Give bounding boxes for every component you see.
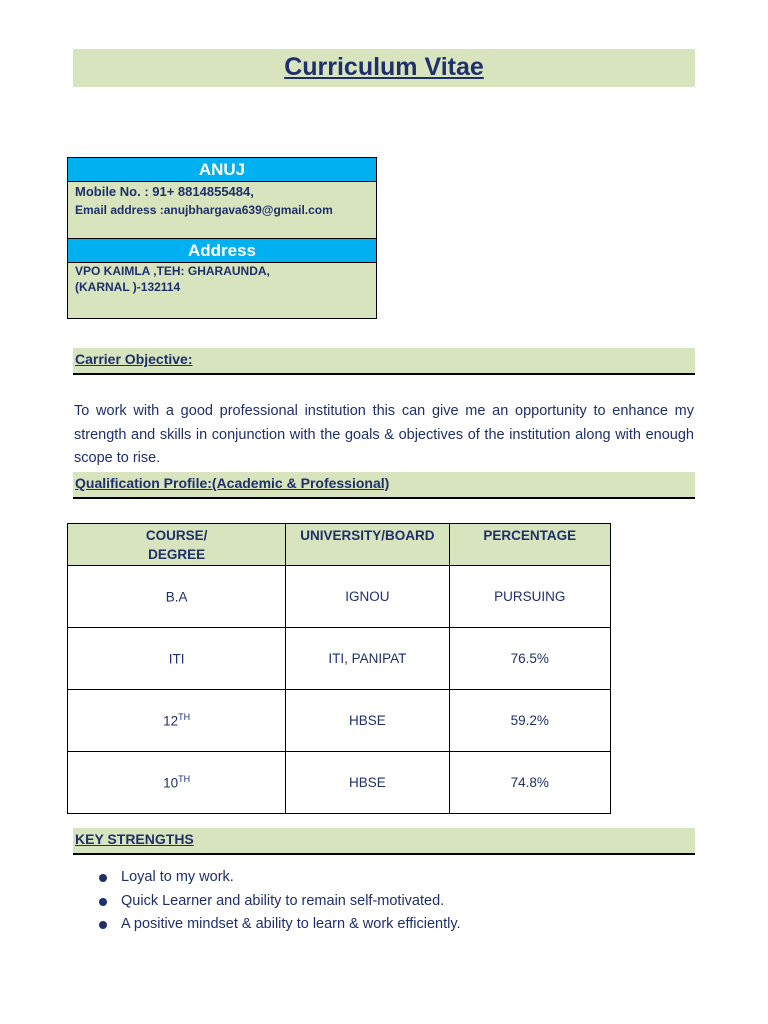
strengths-list	[74, 866, 461, 937]
qualification-section-bar	[73, 472, 695, 499]
percentage-cell: PURSUING	[449, 566, 610, 628]
email-address: Email address :anujbhargava639@gmail.com	[75, 203, 333, 217]
percentage-cell: 74.8%	[449, 752, 610, 814]
list-item: Quick Learner and ability to remain self-motivated.	[74, 890, 461, 914]
board-header: UNIVERSITY/BOARD	[286, 524, 449, 566]
bullet-icon	[99, 898, 107, 906]
table-row	[68, 690, 611, 752]
table-row	[68, 752, 611, 814]
bullet-icon	[99, 874, 107, 882]
board-cell: HBSE	[286, 690, 449, 752]
bullet-icon	[99, 921, 107, 929]
table-row	[68, 566, 611, 628]
qualification-table	[67, 523, 611, 814]
objective-text: To work with a good professional institution this can give me an opportunity to enhance my strength and skills in conjunction with the goals & objectives of the institution along with enough scope to rise.	[74, 403, 694, 466]
course-cell: B.A	[68, 566, 286, 628]
list-item: A positive mindset & ability to learn & work efficiently.	[74, 913, 461, 937]
strengths-section-bar	[73, 828, 695, 855]
name-header: ANUJ	[68, 158, 376, 182]
address-line-1: VPO KAIMLA ,TEH: GHARAUNDA,	[75, 264, 270, 278]
table-row	[68, 628, 611, 690]
course-header: COURSE/ DEGREE	[68, 524, 286, 566]
board-cell: IGNOU	[286, 566, 449, 628]
course-cell: 12TH	[68, 690, 286, 752]
objective-section-bar	[73, 348, 695, 375]
list-item: Loyal to my work.	[74, 866, 461, 890]
course-cell: ITI	[68, 628, 286, 690]
mobile-number: Mobile No. : 91+ 8814855484,	[75, 184, 254, 199]
address-header: Address	[68, 238, 376, 263]
percentage-header: PERCENTAGE	[449, 524, 610, 566]
strengths-heading: KEY STRENGTHS	[75, 831, 194, 847]
qualification-heading: Qualification Profile:(Academic & Professional)	[75, 475, 390, 491]
contact-box	[67, 157, 377, 319]
percentage-cell: 59.2%	[449, 690, 610, 752]
board-cell: ITI, PANIPAT	[286, 628, 449, 690]
title-bar	[73, 49, 695, 87]
page-title: Curriculum Vitae	[284, 53, 484, 81]
address-line-2: (KARNAL )-132114	[75, 280, 181, 294]
course-cell: 10TH	[68, 752, 286, 814]
percentage-cell: 76.5%	[449, 628, 610, 690]
table-header-row	[68, 524, 611, 566]
board-cell: HBSE	[286, 752, 449, 814]
objective-heading: Carrier Objective:	[75, 351, 193, 367]
